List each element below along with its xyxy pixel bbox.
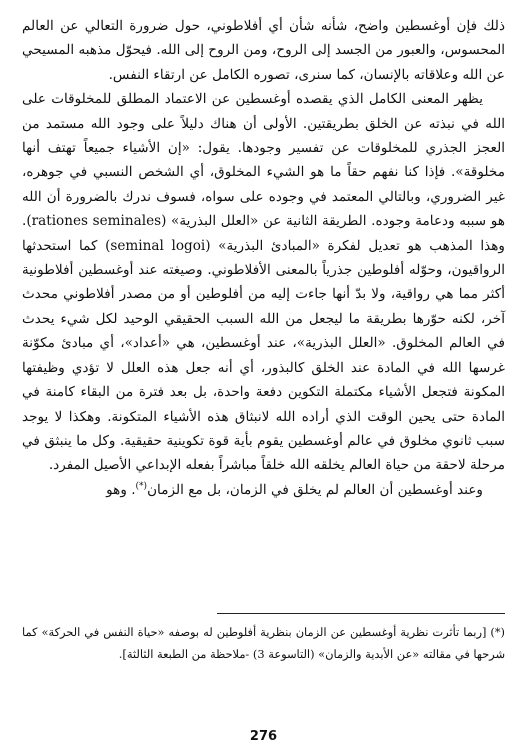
footnote-marker[interactable]: (*) xyxy=(135,481,148,492)
footnote-text: (*) [ربما تأثرت نظرية أوغسطين عن الزمان بنظرية أفلوطين له بوصفه «حياة النفس في الحركة» كما شرحها في مقالته «عن الأبدية والزمان» (التاسوعة 3) -ملاحظة من الطبعة الثالثة]. xyxy=(22,625,505,661)
book-page xyxy=(22,14,505,744)
page-number: 276 xyxy=(249,729,278,744)
paragraph-1: ذلك فإن أوغسطين واضح، شأنه شأن أي أفلاطوني، حول ضرورة التعالي عن العالم المحسوس، والعبور من الجسد إلى الروح، ومن الروح إلى الله. فيحوّل مذهبه المسيحي عن الله وعلاقاته بالإنسان، كما سنرى، تصوره الكامل عن ارتقاء النفس. xyxy=(22,18,506,83)
paragraph-2: يظهر المعنى الكامل الذي يقصده أوغسطين عن الاعتماد المطلق للمخلوقات على الله في نبذته عن الخلق بطريقتين. الأولى أن هناك دليلاً على وجود الله مستمد من العجز الجذري للمخلوقات عن تفسير وجودها. يقول: «إن الأشياء جميعاً تهتف أنها مخلوقة». فإذا كنا نفهم حقاً ما هو الشيء المخلوق، أي الشخص النسبي في جوهره، غير الضروري، وبالتالي المعتمد في وجوده على سواه، فسوف ندرك بالضرورة أن الله هو سببه ودعامة وجوده. الطريقة الثانية عن «العلل البذرية» (rationes seminales). وهذا المذهب هو تعديل لفكرة «المبادئ البذرية» (seminal logoi) كما استحدثها الرواقيون، وحوّله أفلوطين جذرياً بالمعنى الأفلاطوني. وصيغته عند أوغسطين أفلاطونية أكثر مما هي رواقية، ولا بدّ أنها جاءت إليه من أفلوطين أو من مصدر أفلاطوني محدث آخر، لكنه حوّرها بطريقة ما ليجعل من الله السبب الحقيقي الوحيد لكل شيء يحدث في العالم المخلوق. «العلل البذرية»، عند أوغسطين، هي «أعداد»، أي مبادئ مكوّنة غرسها الله في المادة عند الخلق كالبذور، أي أنه جعل هذه العلل لا تؤدي وظيفتها المكونة فتجعل الأشياء مكتملة التكوين دفعة واحدة، بل بعد فترة من البقاء كامنة في المادة حتى يحين الوقت الذي أراده الله لانبثاق هذه الأشياء المتكونة. وهكذا لا يوجد سبب ثانوي مخلوق في عالم أوغسطين يقوم بأية قوة تكوينية حقيقية. وكل ما ينبثق في مرحلة لاحقة من حياة العالم يخلقه الله خلقاً مباشراً بفعله الإبداعي الأصيل المفرد. xyxy=(22,91,505,474)
footnote xyxy=(22,621,505,665)
paragraph-3-tail: . وهو xyxy=(106,481,136,498)
main-text xyxy=(22,14,505,502)
paragraph-3-text: وعند أوغسطين أن العالم لم يخلق في الزمان، بل مع الزمان xyxy=(147,481,483,498)
footnote-divider xyxy=(217,613,505,614)
paragraph-3 xyxy=(22,478,505,502)
